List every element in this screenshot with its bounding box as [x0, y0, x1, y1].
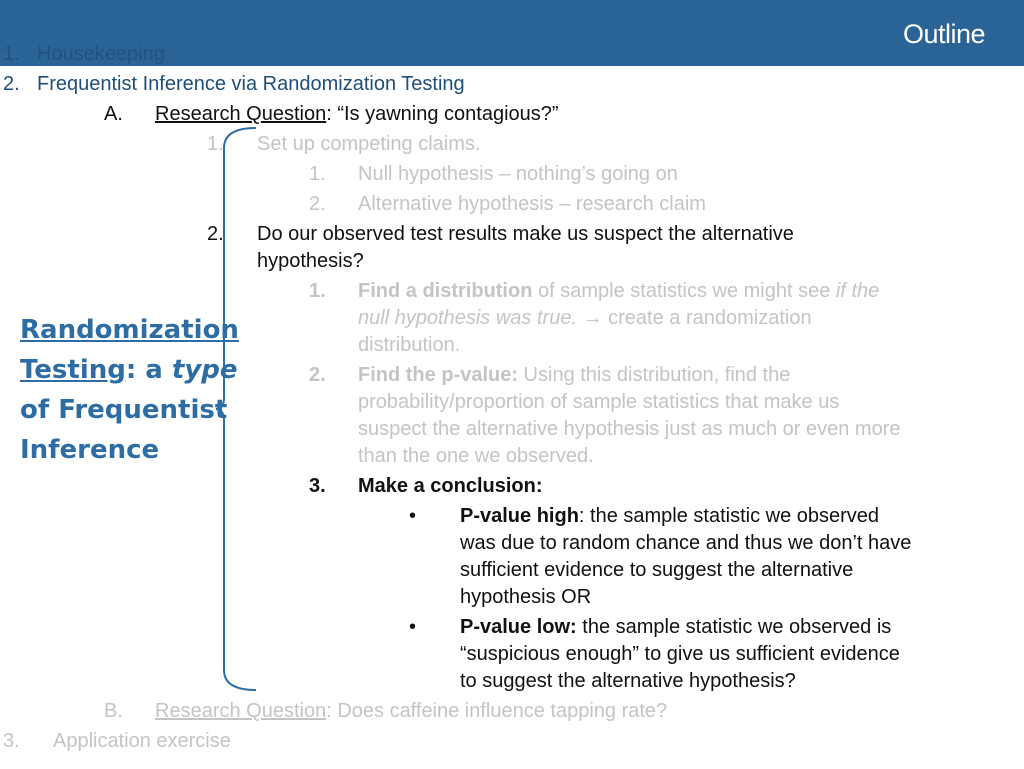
callout-line-4: Inference — [20, 435, 160, 465]
bullet-line-2: “suspicious enough” to give us sufficient evidence — [460, 643, 900, 665]
bullet-line-2: was due to random chance and thus we don’t have — [460, 532, 912, 554]
item-number: 3. — [3, 730, 20, 752]
research-question-label: Research Question — [155, 103, 327, 125]
callout-line-3: of Frequentist — [20, 395, 228, 425]
outline-item-research-question-a — [104, 102, 559, 126]
research-question-body: : “Is yawning contagious?” — [326, 103, 559, 125]
bullet-mark: • — [409, 505, 417, 527]
sub-find-distribution — [309, 279, 880, 303]
item-label: Frequentist Inference via Randomization Testing — [37, 73, 465, 95]
sub-number: 2. — [309, 364, 326, 386]
sub-line-2: probability/proportion of sample statistics that make us — [358, 391, 840, 413]
step-line-2: hypothesis? — [257, 250, 364, 272]
sub-number: 3. — [309, 475, 326, 497]
sub-line-1: Find the p-value: Using this distribution, find the — [358, 364, 791, 386]
sub-line-1: Find a distribution of sample statistics we might see if the — [358, 280, 880, 302]
outline-item-frequentist-inference — [3, 72, 465, 96]
bullet-p-value-low — [409, 615, 892, 639]
item-label: Application exercise — [53, 730, 231, 752]
bullet-line-3: sufficient evidence to suggest the alternative — [460, 559, 854, 581]
step-line-1: Do our observed test results make us suspect the alternative — [257, 223, 794, 245]
outline-item-housekeeping — [3, 42, 165, 66]
sub-label: Alternative hypothesis – research claim — [358, 193, 706, 215]
sub-number: 2. — [309, 193, 326, 215]
research-question-text — [155, 102, 559, 126]
sub-label: Null hypothesis – nothing’s going on — [358, 163, 678, 185]
sub-null-hypothesis — [309, 162, 678, 186]
item-letter: A. — [104, 103, 123, 125]
item-number: 1. — [3, 43, 20, 65]
item-letter: B. — [104, 700, 123, 722]
randomization-callout — [20, 310, 239, 470]
step-number: 1. — [207, 133, 224, 155]
bullet-line-1: P-value low: the sample statistic we observed is — [460, 616, 892, 638]
callout-line-2: Testing: a type — [20, 355, 238, 385]
item-label: Housekeeping — [37, 43, 165, 65]
sub-line-2: null hypothesis was true. → create a randomization — [358, 307, 812, 329]
item-number: 2. — [3, 73, 20, 95]
sub-line-3: suspect the alternative hypothesis just as much or even more — [358, 418, 901, 440]
research-question-text — [155, 699, 667, 723]
callout-line-1: Randomization — [20, 315, 239, 345]
research-question-body: : Does caffeine influence tapping rate? — [326, 700, 668, 722]
step-number: 2. — [207, 223, 224, 245]
sub-make-conclusion — [309, 474, 543, 498]
bullet-line-4: hypothesis OR — [460, 586, 592, 608]
bullet-p-value-high — [409, 504, 880, 528]
sub-line-4: than the one we observed. — [358, 445, 594, 467]
sub-number: 1. — [309, 163, 326, 185]
sub-label: Make a conclusion: — [358, 475, 543, 497]
step-label: Set up competing claims. — [257, 133, 481, 155]
sub-alternative-hypothesis — [309, 192, 706, 216]
research-question-label: Research Question — [155, 700, 327, 722]
bullet-line-1: P-value high: the sample statistic we observed — [460, 505, 880, 527]
bullet-line-3: to suggest the alternative hypothesis? — [460, 670, 796, 692]
outline-item-research-question-b — [104, 699, 668, 723]
sub-line-3: distribution. — [358, 334, 461, 356]
sub-number: 1. — [309, 280, 326, 302]
sub-find-p-value — [309, 363, 791, 387]
outline-item-application-exercise — [3, 729, 231, 753]
slide-title: Outline — [902, 19, 985, 49]
bullet-mark: • — [409, 616, 417, 638]
